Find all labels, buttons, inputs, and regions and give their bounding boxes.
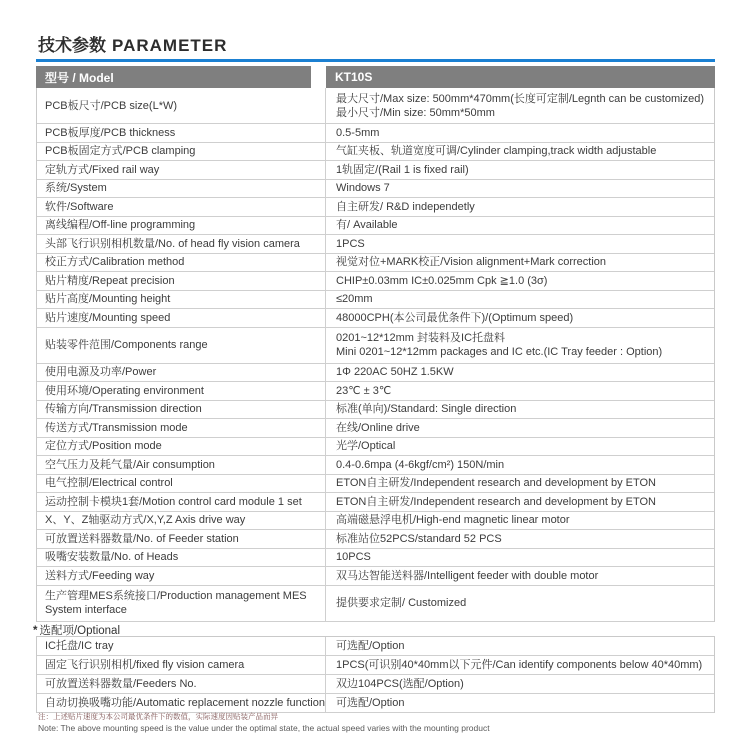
param-value-text: 可选配/Option — [336, 697, 405, 709]
spec-table-header — [36, 66, 715, 88]
param-name-cell — [37, 438, 326, 456]
param-name-text: 可放置送料器数量/No. of Feeder station — [45, 532, 239, 545]
param-name-cell — [37, 475, 326, 493]
param-value-cell — [326, 549, 714, 567]
param-value-text: ≤20mm — [336, 293, 373, 306]
param-name-cell — [37, 272, 326, 290]
param-value-cell — [326, 291, 714, 309]
param-name-text: 送料方式/Feeding way — [45, 569, 155, 582]
param-value-cell — [326, 88, 714, 123]
spec-row — [37, 328, 714, 364]
param-name-text: X、Y、Z轴驱动方式/X,Y,Z Axis drive way — [45, 514, 246, 527]
param-value-text: ETON自主研发/Independent research and development by ETON — [336, 477, 656, 490]
optional-row — [37, 637, 714, 656]
param-name-text: IC托盘/IC tray — [45, 640, 114, 652]
asterisk-icon: * — [33, 625, 38, 637]
param-name-cell — [37, 549, 326, 567]
spec-table-body — [36, 88, 715, 622]
param-name-cell — [37, 530, 326, 548]
param-value-cell — [326, 198, 714, 216]
param-value-cell — [326, 530, 714, 548]
param-name-cell — [37, 586, 326, 621]
optional-table-body — [36, 637, 715, 713]
param-name-text: 固定飞行识别相机/fixed fly vision camera — [45, 659, 245, 671]
param-value-cell — [326, 475, 714, 493]
param-value-cell — [326, 328, 714, 363]
param-name-cell — [37, 161, 326, 179]
spec-row — [37, 88, 714, 124]
param-value-cell — [326, 161, 714, 179]
param-value-text: 23℃ ± 3℃ — [336, 384, 392, 397]
param-name-text: 传送方式/Transmission mode — [45, 421, 188, 434]
param-value-cell — [326, 272, 714, 290]
param-value-text: 1PCS(可识别40*40mm以下元件/Can identify components below 40*40mm) — [336, 659, 703, 671]
param-name-cell — [37, 291, 326, 309]
param-name-cell — [37, 328, 326, 363]
param-value-text: 可选配/Option — [336, 640, 405, 652]
param-value-cell — [326, 493, 714, 511]
param-value-text: 提供要求定制/ Customized — [336, 597, 467, 609]
optional-row — [37, 694, 714, 713]
param-value-text: 标准(单向)/Standard: Single direction — [336, 403, 517, 416]
spec-row — [37, 309, 714, 328]
footnote-zh: 注：上述贴片速度为本公司最优条件下的数值，实际速度因贴装产品而异 — [38, 712, 278, 721]
param-name-cell — [37, 493, 326, 511]
param-value-cell — [326, 419, 714, 437]
param-value-cell — [326, 456, 714, 474]
param-value-text: 光学/Optical — [336, 440, 396, 453]
param-value-cell — [326, 586, 714, 621]
param-name-text: 定位方式/Position mode — [45, 440, 162, 453]
param-value-cell — [326, 217, 714, 235]
param-name-text: 贴片精度/Repeat precision — [45, 274, 175, 287]
spec-row — [37, 364, 714, 383]
optional-row — [37, 675, 714, 694]
spec-row — [37, 180, 714, 199]
param-value-text: 双边104PCS(选配/Option) — [336, 678, 464, 690]
param-name-cell — [37, 656, 326, 674]
param-value-cell — [326, 694, 714, 712]
param-name-text: 使用环境/Operating environment — [45, 384, 204, 397]
spec-row — [37, 217, 714, 236]
param-name-cell — [37, 88, 326, 123]
spec-table — [36, 66, 715, 622]
param-name-text: 生产管理MES系统接口/Production management MES — [45, 590, 307, 602]
spec-row — [37, 124, 714, 143]
param-value-text: 气缸夹板、轨道宽度可调/Cylinder clamping,track width adjustable — [336, 145, 657, 158]
spec-row — [37, 438, 714, 457]
param-name-text: 空气压力及耗气量/Air consumption — [45, 458, 215, 471]
optional-heading-text: 选配项/Optional — [39, 625, 121, 637]
param-name-text: 吸嘴安装数量/No. of Heads — [45, 551, 179, 564]
param-value-cell — [326, 401, 714, 419]
param-value-cell — [326, 438, 714, 456]
param-name-text: 定轨方式/Fixed rail way — [45, 163, 160, 176]
param-value-text: 1PCS — [336, 237, 365, 250]
spec-row — [37, 586, 714, 622]
spec-row — [37, 198, 714, 217]
param-value-cell — [326, 675, 714, 693]
spec-row — [37, 549, 714, 568]
param-name-cell — [37, 254, 326, 272]
param-value-cell — [326, 567, 714, 585]
param-name-text: 传输方向/Transmission direction — [45, 403, 202, 416]
param-value-text: 最大尺寸/Max size: 500mm*470mm(长度可定制/Legnth can be customized) — [336, 92, 705, 105]
param-name-cell — [37, 512, 326, 530]
param-name-cell — [37, 694, 326, 712]
param-value-cell — [326, 656, 714, 674]
param-name-cell — [37, 217, 326, 235]
param-value-text: Windows 7 — [336, 182, 390, 195]
spec-row — [37, 456, 714, 475]
model-label-header: 型号 / Model — [36, 66, 311, 88]
param-value-text: 1Φ 220AC 50HZ 1.5KW — [336, 366, 454, 379]
page-title — [38, 31, 227, 56]
spec-row — [37, 493, 714, 512]
spec-row — [37, 272, 714, 291]
param-name-cell — [37, 419, 326, 437]
param-name-text: PCB板厚度/PCB thickness — [45, 126, 176, 139]
spec-row — [37, 419, 714, 438]
param-name-text: 可放置送料器数量/Feeders No. — [45, 678, 197, 690]
param-value-cell — [326, 637, 714, 655]
header-divider-gap — [311, 66, 326, 88]
optional-row — [37, 656, 714, 675]
spec-row — [37, 143, 714, 162]
param-name-text: 使用电源及功率/Power — [45, 366, 157, 379]
param-name-text: 软件/Software — [45, 200, 114, 213]
param-value-cell — [326, 309, 714, 327]
param-value-text: 0.4-0.6mpa (4-6kgf/cm²) 150N/min — [336, 458, 505, 471]
param-value-text: 自主研发/ R&D independetly — [336, 200, 475, 213]
param-name-cell — [37, 124, 326, 142]
param-name-cell — [37, 235, 326, 253]
page-title-en: PARAMETER — [112, 36, 228, 55]
param-value-cell — [326, 512, 714, 530]
spec-row — [37, 512, 714, 531]
spec-row — [37, 567, 714, 586]
param-name-text: 运动控制卡模块1套/Motion control card module 1 set — [45, 495, 302, 508]
spec-row — [37, 235, 714, 254]
param-name-text: 电气控制/Electrical control — [45, 477, 173, 490]
param-name-cell — [37, 567, 326, 585]
param-value-text: 1轨固定/(Rail 1 is fixed rail) — [336, 163, 469, 176]
param-value-cell — [326, 124, 714, 142]
param-value-text: 48000CPH(本公司最优条件下)/(Optimum speed) — [336, 311, 574, 324]
param-name-cell — [37, 198, 326, 216]
spec-row — [37, 475, 714, 494]
param-name-text: System interface — [45, 604, 127, 616]
param-value-text: 标准站位52PCS/standard 52 PCS — [336, 532, 502, 545]
param-name-cell — [37, 180, 326, 198]
param-value-cell — [326, 143, 714, 161]
param-name-text: PCB板尺寸/PCB size(L*W) — [45, 99, 178, 112]
param-name-cell — [37, 456, 326, 474]
param-name-text: PCB板固定方式/PCB clamping — [45, 145, 196, 158]
param-name-cell — [37, 675, 326, 693]
param-value-text: ETON自主研发/Independent research and development by ETON — [336, 495, 656, 508]
param-value-cell — [326, 364, 714, 382]
param-name-text: 贴片高度/Mounting height — [45, 293, 171, 306]
param-value-text: 0.5-5mm — [336, 126, 380, 139]
param-name-cell — [37, 401, 326, 419]
param-value-text: 0201~12*12mm 封装料及IC托盘料 — [336, 332, 506, 344]
param-value-text: 双马达智能送料器/Intelligent feeder with double motor — [336, 569, 599, 582]
param-name-text: 离线编程/Off-line programming — [45, 219, 196, 232]
param-name-text: 头部飞行识别相机数量/No. of head fly vision camera — [45, 237, 300, 250]
param-value-cell — [326, 180, 714, 198]
model-value-header: KT10S — [326, 66, 715, 88]
spec-row — [37, 254, 714, 273]
param-name-cell — [37, 637, 326, 655]
footnote-en: Note: The above mounting speed is the value under the optimal state, the actual speed varies with the mounting product — [38, 723, 490, 733]
spec-row — [37, 161, 714, 180]
page-title-zh: 技术参数 — [38, 36, 106, 55]
spec-row — [37, 291, 714, 310]
spec-row — [37, 401, 714, 420]
param-name-cell — [37, 143, 326, 161]
param-name-text: 贴装零件范围/Components range — [45, 339, 208, 351]
param-name-cell — [37, 309, 326, 327]
spec-row — [37, 382, 714, 401]
title-accent-rule — [36, 59, 715, 62]
spec-row — [37, 530, 714, 549]
param-value-text: 视觉对位+MARK校正/Vision alignment+Mark correction — [336, 256, 606, 269]
param-name-text: 系统/System — [45, 182, 107, 195]
param-value-text: 在线/Online drive — [336, 421, 420, 434]
param-value-cell — [326, 235, 714, 253]
param-value-text: 有/ Available — [336, 219, 398, 232]
param-value-cell — [326, 254, 714, 272]
param-name-text: 校正方式/Calibration method — [45, 256, 185, 269]
param-value-text: 最小尺寸/Min size: 50mm*50mm — [336, 106, 495, 119]
param-value-text: 10PCS — [336, 551, 371, 564]
param-name-cell — [37, 382, 326, 400]
param-name-text: 自动切换吸嘴功能/Automatic replacement nozzle function — [45, 697, 325, 709]
param-name-text: 贴片速度/Mounting speed — [45, 311, 171, 324]
param-value-text: Mini 0201~12*12mm packages and IC etc.(IC Tray feeder : Option) — [336, 346, 663, 358]
footnotes — [38, 712, 490, 733]
param-value-cell — [326, 382, 714, 400]
param-value-text: 高端磁悬浮电机/High-end magnetic linear motor — [336, 514, 570, 527]
param-name-cell — [37, 364, 326, 382]
param-value-text: CHIP±0.03mm IC±0.025mm Cpk ≧1.0 (3σ) — [336, 274, 548, 287]
optional-table — [36, 636, 715, 713]
